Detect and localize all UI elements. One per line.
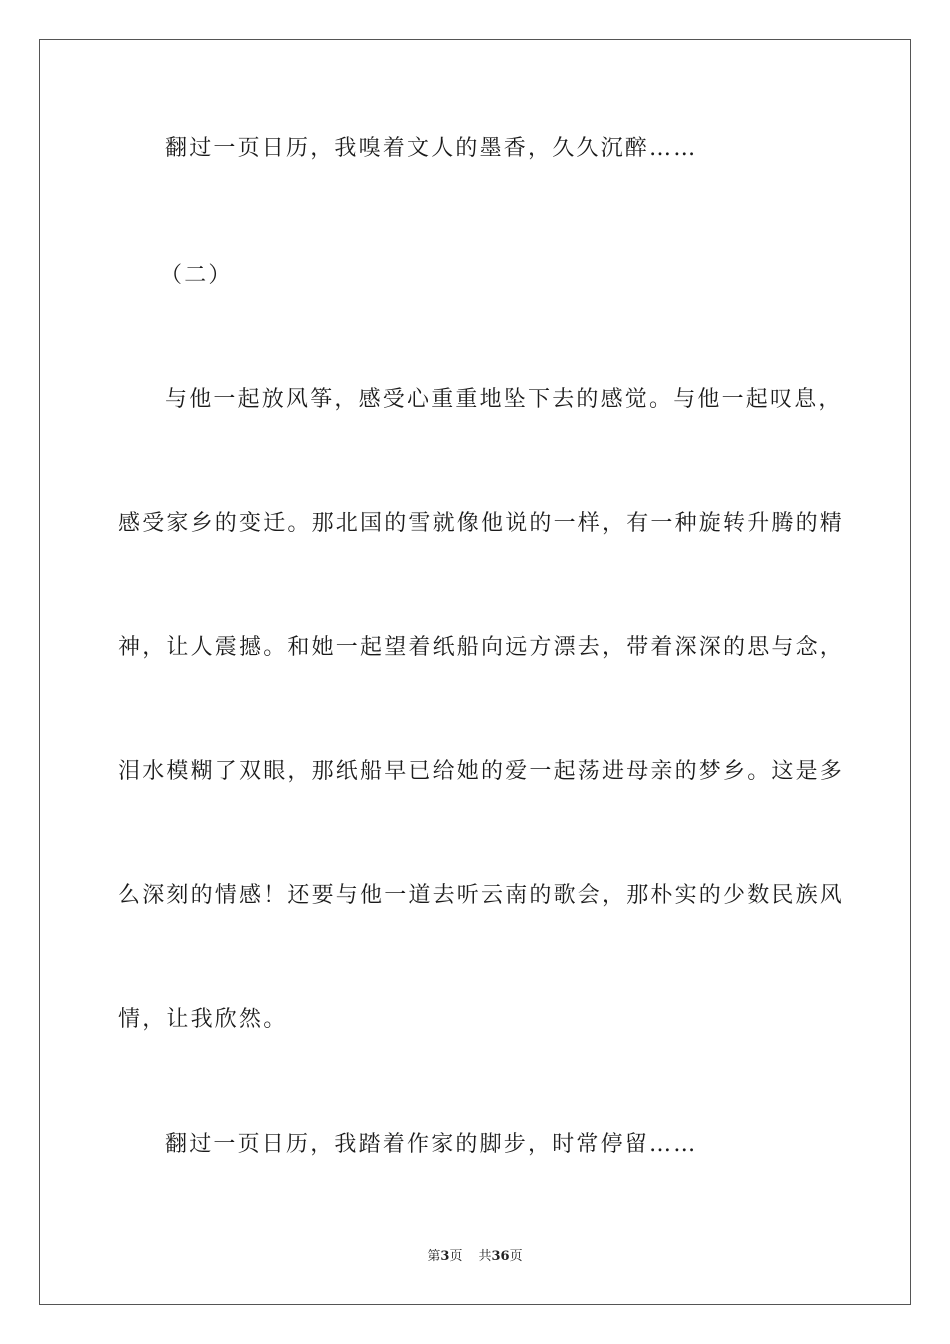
paragraph-line-1: 翻过一页日历，我嗅着文人的墨香，久久沉醉…… [165, 136, 698, 161]
paragraph-line-5: 泪水模糊了双眼，那纸船早已给她的爱一起荡进母亲的梦乡。这是多 [118, 759, 845, 784]
footer-total-prefix: 共 [478, 1249, 492, 1264]
page-footer [0, 1248, 950, 1266]
footer-page-current: 3 [440, 1249, 450, 1264]
paragraph-line-3: 感受家乡的变迁。那北国的雪就像他说的一样，有一种旋转升腾的精 [118, 511, 845, 536]
paragraph-line-8: 翻过一页日历，我踏着作家的脚步，时常停留…… [165, 1132, 698, 1157]
paragraph-line-4: 神，让人震撼。和她一起望着纸船向远方漂去，带着深深的思与念， [118, 635, 845, 660]
footer-page-unit: 页 [449, 1249, 463, 1264]
footer-total-unit: 页 [509, 1249, 523, 1264]
footer-page-total: 36 [491, 1249, 510, 1264]
paragraph-line-7: 情，让我欣然。 [118, 1007, 288, 1032]
footer-page-prefix: 第 [427, 1249, 441, 1264]
page-border [39, 39, 911, 1305]
paragraph-line-2: 与他一起放风筝，感受心重重地坠下去的感觉。与他一起叹息， [165, 387, 843, 412]
section-heading: （二） [160, 263, 233, 288]
paragraph-line-6: 么深刻的情感！还要与他一道去听云南的歌会，那朴实的少数民族风 [118, 883, 845, 908]
